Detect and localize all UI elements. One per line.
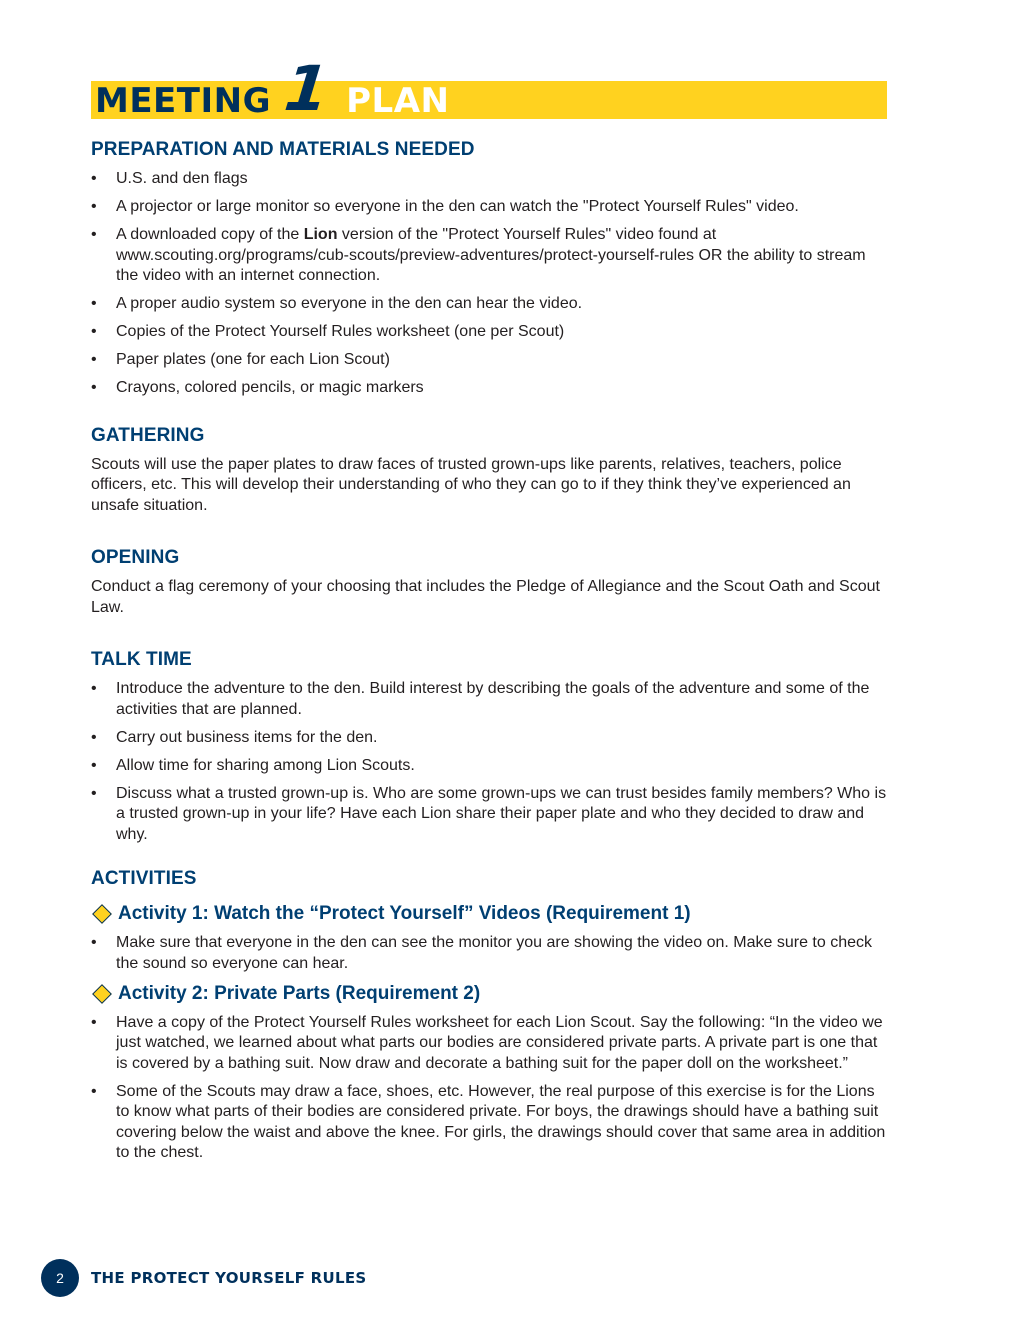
list-item	[91, 1082, 887, 1164]
bullet: •	[91, 295, 97, 312]
list-item-text-post: version of the "Protect Yourself Rules" video found at www.scouting.org/programs/cub-scouts/preview-adventures/protect-yourself-rules OR the ability to stream the video with an internet connection.	[116, 226, 866, 284]
bullet: •	[91, 323, 97, 340]
activity-title: Activity 2: Private Parts (Requirement 2)	[118, 982, 481, 1004]
section-text: Conduct a flag ceremony of your choosing that includes the Pledge of Allegiance and the Scout Oath and Scout Law.	[91, 578, 880, 616]
list-item	[91, 350, 887, 371]
list-item-text: Allow time for sharing among Lion Scouts.	[116, 756, 415, 774]
list-item-text-pre: A downloaded copy of the	[116, 226, 304, 243]
activity-1-list	[91, 933, 887, 974]
list-item-text: Have a copy of the Protect Yourself Rules worksheet for each Lion Scout. Say the following: “In the video we just watched, we learned about what parts our bodies are considered private parts. A private part is one that is covered by a bathing suit. Now draw and decorate a bathing suit for the paper doll on the worksheet.”	[116, 1013, 883, 1072]
section-heading: OPENING	[91, 547, 180, 568]
list-item-text: Carry out business items for the den.	[116, 728, 378, 746]
bullet: •	[91, 680, 97, 697]
list-item-text: Discuss what a trusted grown-up is. Who are some grown-ups we can trust besides family members? Who is a trusted grown-up in your life? Have each Lion share their paper plate and who they decided to draw and why.	[116, 784, 887, 843]
section-heading: PREPARATION AND MATERIALS NEEDED	[91, 139, 475, 160]
diamond-icon	[92, 984, 112, 1004]
list-item-text-bold: Lion	[303, 226, 338, 243]
bullet: •	[91, 379, 97, 396]
section-opening	[91, 546, 887, 618]
page-footer	[41, 1259, 367, 1297]
section-heading: ACTIVITIES	[91, 868, 197, 889]
activity-2-list	[91, 1013, 887, 1164]
document-body	[91, 138, 887, 1182]
bullet: •	[91, 934, 97, 951]
list-item-text: Crayons, colored pencils, or magic markers	[116, 379, 424, 396]
page-number-badge	[41, 1259, 79, 1297]
list-item	[91, 679, 887, 720]
bullet: •	[91, 784, 97, 802]
list-item	[91, 294, 887, 315]
talk-list	[91, 679, 887, 845]
title-word-meeting: MEETING	[95, 81, 271, 121]
title-word-plan: PLAN	[346, 81, 450, 121]
section-heading: GATHERING	[91, 424, 205, 446]
bullet: •	[91, 728, 97, 746]
list-item-text: U.S. and den flags	[116, 170, 248, 187]
bullet: •	[91, 170, 97, 187]
bullet: •	[91, 1082, 97, 1100]
list-item	[91, 197, 887, 218]
diamond-icon	[92, 904, 112, 924]
list-item	[91, 322, 887, 343]
list-item-text: Introduce the adventure to the den. Build interest by describing the goals of the adventure and some of the activities that are planned.	[116, 680, 870, 718]
footer-title: THE PROTECT YOURSELF RULES	[91, 1269, 367, 1287]
bullet: •	[91, 756, 97, 774]
list-item	[91, 756, 887, 777]
list-item	[91, 728, 887, 749]
page-title	[95, 52, 450, 125]
page-number: 2	[56, 1270, 64, 1286]
bullet: •	[91, 226, 97, 243]
section-activities	[91, 867, 887, 1164]
list-item	[91, 784, 887, 846]
materials-list	[91, 169, 887, 399]
section-preparation	[91, 138, 887, 399]
section-talk-time	[91, 648, 887, 845]
list-item-text: Make sure that everyone in the den can see the monitor you are showing the video on. Make sure to check the sound so everyone can hear.	[116, 934, 872, 972]
list-item	[91, 1013, 887, 1075]
list-item	[91, 169, 887, 190]
activity-title: Activity 1: Watch the “Protect Yourself” Videos (Requirement 1)	[118, 903, 691, 924]
bullet: •	[91, 1013, 97, 1031]
list-item-text: Some of the Scouts may draw a face, shoes, etc. However, the real purpose of this exercise is for the Lions to know what parts of their bodies are considered private. For boys, the drawings should have a bathing suit covering below the waist and above the knee. For girls, the drawings should cover that same area in addition to the chest.	[116, 1082, 886, 1161]
bullet: •	[91, 198, 97, 215]
section-text: Scouts will use the paper plates to draw faces of trusted grown-ups like parents, relatives, teachers, police officers, etc. This will develop their understanding of who they can go to if they think they’ve experienced an unsafe situation.	[91, 455, 851, 514]
section-heading: TALK TIME	[91, 649, 192, 670]
bullet: •	[91, 351, 97, 368]
list-item	[91, 225, 887, 287]
list-item-text: A projector or large monitor so everyone in the den can watch the "Protect Yourself Rules" video.	[116, 198, 799, 215]
activity-2-heading	[91, 982, 887, 1006]
title-number: 1	[281, 52, 333, 125]
list-item	[91, 933, 887, 974]
list-item	[91, 378, 887, 399]
list-item-text: Paper plates (one for each Lion Scout)	[116, 351, 390, 368]
list-item-text: Copies of the Protect Yourself Rules worksheet (one per Scout)	[116, 323, 565, 340]
section-gathering	[91, 424, 887, 517]
list-item-text: A proper audio system so everyone in the den can hear the video.	[116, 295, 583, 312]
activity-1-heading	[91, 902, 887, 926]
